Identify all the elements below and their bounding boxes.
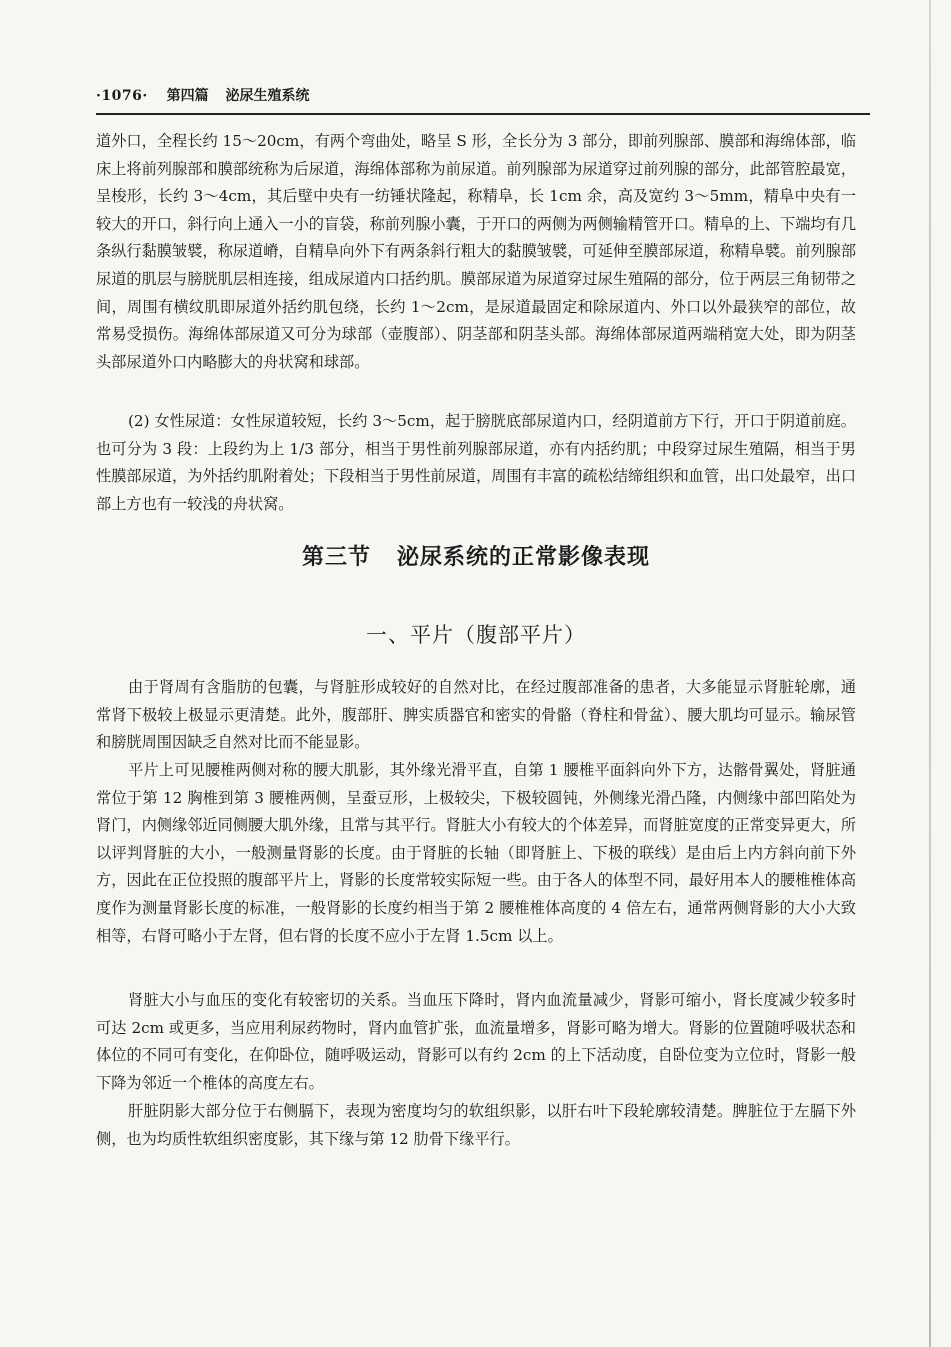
section-title: 泌尿系统的正常影像表现	[397, 545, 651, 570]
paragraph-kidney-size: 肾脏大小与血压的变化有较密切的关系。当血压下降时，肾内血流量减少，肾影可缩小，肾长度减少较多时可达 2cm 或更多，当应用利尿药物时，肾内血管扩张，血流量增多，肾影可略为增大。肾影的位置随呼吸状态和体位的不同可有变化，在仰卧位，随呼吸运动，肾影可以有约 2cm 的上下活动度，自卧位变为立位时，肾影一般下降为邻近一个椎体的高度左右。	[96, 991, 856, 1092]
subsection-heading: 一、平片（腹部平片）	[366, 623, 586, 647]
page-number: ·1076·	[96, 88, 148, 104]
section-label: 第三节	[301, 545, 371, 570]
paragraph-female-urethra: (2) 女性尿道：女性尿道较短，长约 3～5cm，起于膀胱底部尿道内口，经阴道前方下行，开口于阴道前庭。也可分为 3 段：上段约为上 1/3 部分，相当于男性前列腺部尿道，亦有内括约肌；中段穿过尿生殖隔，相当于男性膜部尿道，为外括约肌附着处；下段相当于男性前尿道，周围有丰富的疏松结缔组织和血管，出口处最窄，出口部上方也有一较浅的舟状窝。	[96, 412, 856, 513]
paragraph-liver-spleen: 肝脏阴影大部分位于右侧膈下，表现为密度均匀的软组织影，以肝右叶下段轮廓较清楚。脾脏位于左膈下外侧，也为均质性软组织密度影，其下缘与第 12 肋骨下缘平行。	[96, 1102, 856, 1148]
header-rule	[96, 113, 870, 115]
paragraph-male-urethra: 道外口，全程长约 15～20cm，有两个弯曲处，略呈 S 形，全长分为 3 部分，即前列腺部、膜部和海绵体部，临床上将前列腺部和膜部统称为后尿道，海绵体部称为前尿道。前列腺部为尿道穿过前列腺的部分，此部管腔最宽，呈梭形，长约 3～4cm，其后壁中央有一纺锤状隆起，称精阜，长 1cm 余，高及宽约 3～5mm，精阜中央有一较大的开口，斜行向上通入一小的盲袋，称前列腺小囊，于开口的两侧为两侧输精管开口。精阜的上、下端均有几条纵行黏膜皱襞，称尿道嵴，自精阜向外下有两条斜行粗大的黏膜皱襞，可延伸至膜部尿道，称精阜襞。前列腺部尿道的肌层与膀胱肌层相连接，组成尿道内口括约肌。膜部尿道为尿道穿过尿生殖隔的部分，位于两层三角韧带之间，周围有横纹肌即尿道外括约肌包绕，长约 1～2cm，是尿道最固定和除尿道内、外口以外最狭窄的部位，故常易受损伤。海绵体部尿道又可分为球部（壶腹部）、阴茎部和阴茎头部。海绵体部尿道两端稍宽大处，即为阴茎头部尿道外口内略膨大的舟状窝和球部。	[96, 132, 856, 371]
running-header	[96, 82, 866, 114]
part-label: 第四篇	[166, 88, 209, 104]
scan-edge-line	[929, 0, 931, 1347]
section-heading	[96, 541, 856, 575]
paragraph-psoas-kidney: 平片上可见腰椎两侧对称的腰大肌影，其外缘光滑平直，自第 1 腰椎平面斜向外下方，达髂骨翼处，肾脏通常位于第 12 胸椎到第 3 腰椎两侧，呈蚕豆形，上极较尖，下极较圆钝，外侧缘光滑凸隆，内侧缘中部凹陷处为肾门，内侧缘邻近同侧腰大肌外缘，且常与其平行。肾脏大小有较大的个体差异，而肾脏宽度的正常变异更大，所以评判肾脏的大小，一般测量肾影的长度。由于肾脏的长轴（即肾脏上、下极的联线）是由后上内方斜向前下外方，因此在正位投照的腹部平片上，肾影的长度常较实际短一些。由于各人的体型不同，最好用本人的腰椎椎体高度作为测量肾影长度的标准，一般肾影的长度约相当于第 2 腰椎椎体高度的 4 倍左右，通常两侧肾影的大小大致相等，右肾可略小于左肾，但右肾的长度不应小于左肾 1.5cm 以上。	[96, 761, 856, 945]
system-label: 泌尿生殖系统	[225, 88, 310, 104]
paragraph-plain-film-intro: 由于肾周有含脂肪的包囊，与肾脏形成较好的自然对比，在经过腹部准备的患者，大多能显示肾脏轮廓，通常肾下极较上极显示更清楚。此外，腹部肝、脾实质器官和密实的骨骼（脊柱和骨盆）、腰大肌均可显示。输尿管和膀胱周围因缺乏自然对比而不能显影。	[96, 678, 856, 752]
